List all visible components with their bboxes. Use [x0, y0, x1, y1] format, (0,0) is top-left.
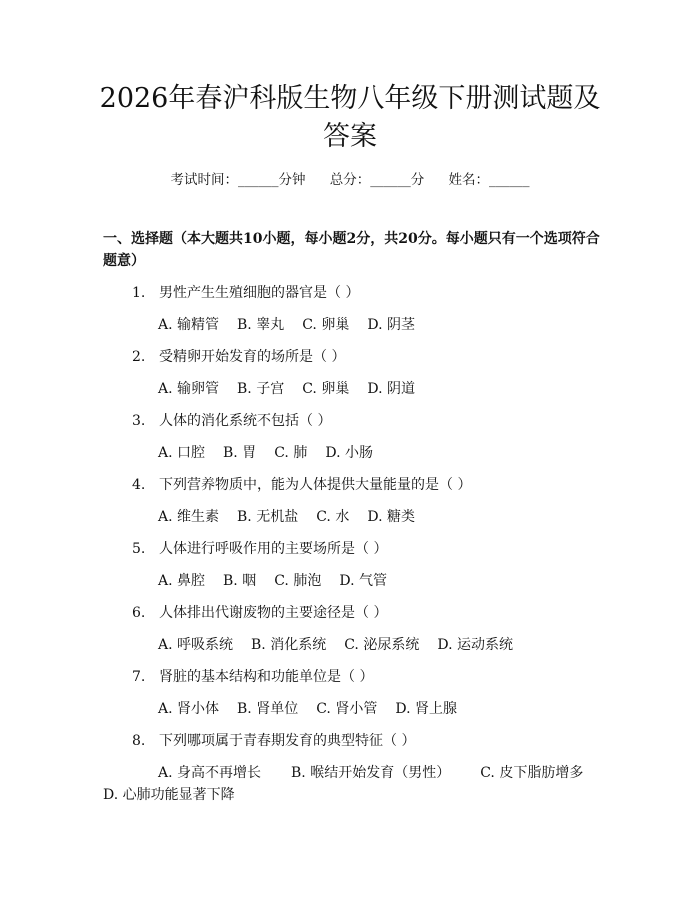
option-c: C. 皮下脂肪增多 [480, 765, 584, 781]
option-list [158, 506, 433, 526]
total-score: 总分：______分 [329, 172, 425, 188]
question-item [132, 410, 331, 430]
question-item [132, 474, 471, 494]
option-b: B. 肾单位 [237, 701, 299, 717]
question-text: 人体的消化系统不包括（ ） [159, 413, 332, 429]
option-b: B. 咽 [223, 573, 257, 589]
option-b: B. 胃 [223, 445, 257, 461]
question-text: 下列哪项属于青春期发育的典型特征（ ） [159, 733, 416, 749]
option-a: A. 身高不再增长 [158, 765, 262, 781]
question-text: 人体进行呼吸作用的主要场所是（ ） [159, 541, 388, 557]
option-a: A. 呼吸系统 [158, 637, 234, 653]
option-c: C. 肾小管 [316, 701, 378, 717]
question-item [132, 666, 373, 686]
option-d: D. 小肠 [325, 445, 373, 461]
question-text: 男性产生生殖细胞的器官是（ ） [159, 285, 360, 301]
option-d: D. 气管 [339, 573, 387, 589]
option-c: C. 卵巢 [302, 381, 350, 397]
option-d: D. 糖类 [367, 509, 415, 525]
option-a: A. 输卵管 [158, 381, 220, 397]
option-d: D. 心肺功能显著下降 [103, 787, 235, 803]
option-b: B. 睾丸 [237, 317, 285, 333]
option-list [158, 698, 475, 718]
option-b: B. 子宫 [237, 381, 285, 397]
option-d: D. 阴道 [367, 381, 415, 397]
question-number: 2. [132, 349, 146, 365]
option-list [158, 378, 433, 398]
option-a: A. 输精管 [158, 317, 220, 333]
option-list [158, 442, 391, 462]
question-item [132, 730, 415, 750]
option-b: B. 消化系统 [251, 637, 327, 653]
question-item [132, 602, 387, 622]
option-d: D. 阴茎 [367, 317, 415, 333]
student-name: 姓名：______ [448, 172, 530, 188]
option-a: A. 口腔 [158, 445, 206, 461]
option-a: A. 鼻腔 [158, 573, 206, 589]
option-c: C. 水 [316, 509, 350, 525]
option-d: D. 运动系统 [437, 637, 513, 653]
question-number: 3. [132, 413, 146, 429]
option-list-wrap [103, 784, 235, 804]
question-number: 5. [132, 541, 146, 557]
question-number: 1. [132, 285, 146, 301]
option-list [158, 570, 405, 590]
question-text: 肾脏的基本结构和功能单位是（ ） [159, 669, 374, 685]
question-item [132, 282, 359, 302]
option-a: A. 肾小体 [158, 701, 220, 717]
option-d: D. 肾上腺 [395, 701, 457, 717]
option-list [158, 634, 531, 654]
option-c: C. 卵巢 [302, 317, 350, 333]
exam-meta [0, 168, 700, 188]
option-a: A. 维生素 [158, 509, 220, 525]
page-title: 2026年春沪科版生物八年级下册测试题及答案 [99, 83, 601, 152]
option-list [158, 762, 613, 782]
option-c: C. 肺 [274, 445, 308, 461]
question-number: 6. [132, 605, 146, 621]
question-item [132, 346, 345, 366]
question-number: 8. [132, 733, 146, 749]
option-c: C. 肺泡 [274, 573, 322, 589]
question-text: 受精卵开始发育的场所是（ ） [159, 349, 346, 365]
question-item [132, 538, 387, 558]
section-heading: 一、选择题（本大题共10小题，每小题2分，共20分。每小题只有一个选项符合题意） [103, 231, 600, 269]
option-list [158, 314, 433, 334]
option-c: C. 泌尿系统 [344, 637, 420, 653]
exam-time: 考试时间：______分钟 [170, 172, 306, 188]
option-b: B. 无机盐 [237, 509, 299, 525]
question-number: 4. [132, 477, 146, 493]
question-text: 人体排出代谢废物的主要途径是（ ） [159, 605, 388, 621]
question-text: 下列营养物质中，能为人体提供大量能量的是（ ） [159, 477, 472, 493]
question-number: 7. [132, 669, 146, 685]
option-b: B. 喉结开始发育（男性） [291, 765, 451, 781]
